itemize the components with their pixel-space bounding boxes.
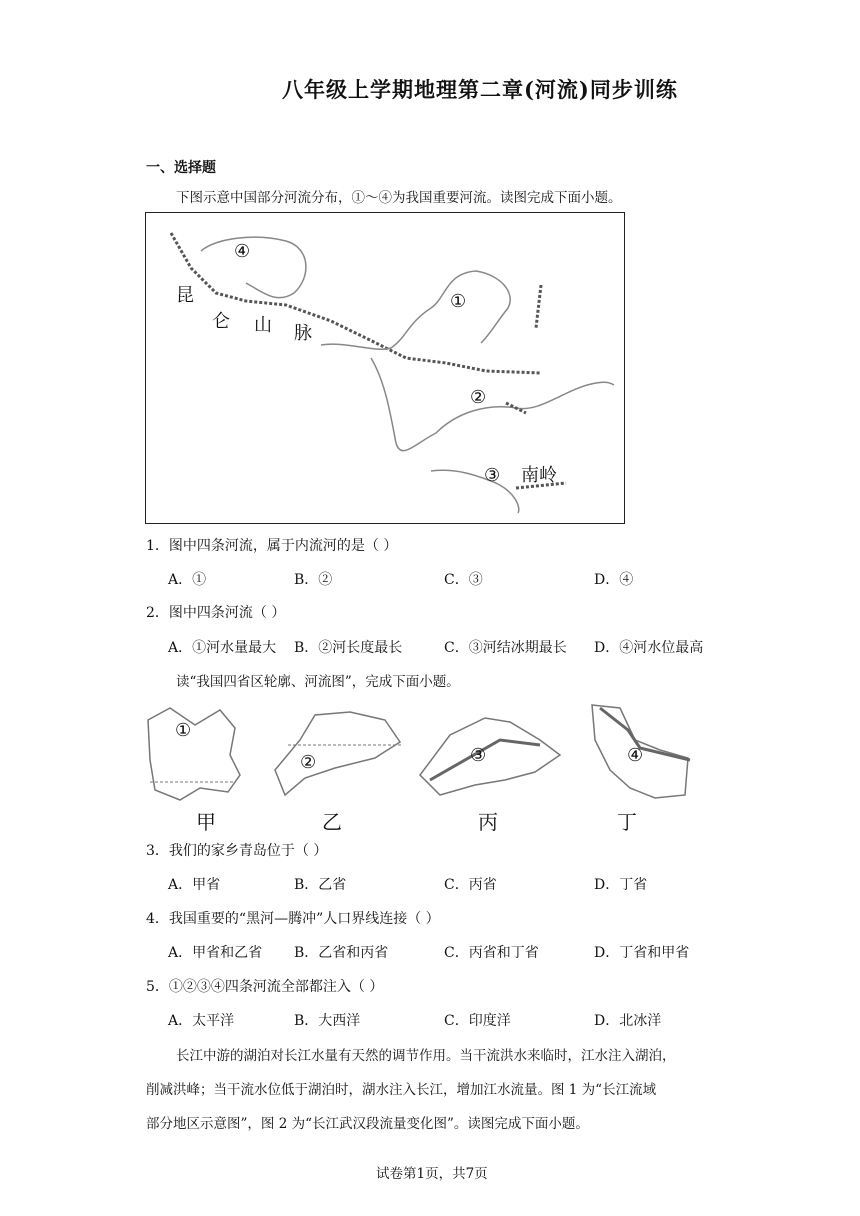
page-footer: 试卷第1页，共7页 xyxy=(376,1166,488,1182)
question-3-stem: 3．我们的家乡青岛位于（ ） xyxy=(146,843,328,859)
kunlun-mountain-range xyxy=(171,233,541,373)
intro-paragraph-2: 读“我国四省区轮廓、河流图”，完成下面小题。 xyxy=(176,674,460,690)
province-ding-river xyxy=(600,708,690,760)
label-lun: 仑 xyxy=(212,311,230,332)
china-rivers-map xyxy=(145,212,625,524)
q2-option-c[interactable]: C．③河结冰期最长 xyxy=(444,640,567,656)
label-river-2: ② xyxy=(470,387,487,408)
question-2-stem: 2．图中四条河流（ ） xyxy=(146,605,286,621)
label-nanling: 南岭 xyxy=(521,465,557,486)
river-3-line xyxy=(431,470,519,513)
label-shan: 山 xyxy=(254,315,272,336)
question-4-stem: 4．我国重要的“黑河—腾冲”人口界线连接（ ） xyxy=(146,911,440,927)
taihang-mountains xyxy=(536,285,541,328)
q4-option-d[interactable]: D．丁省和甲省 xyxy=(594,945,690,961)
question-1-stem: 1．图中四条河流，属于内流河的是（ ） xyxy=(146,538,398,554)
q5-option-d[interactable]: D．北冰洋 xyxy=(594,1013,662,1029)
q5-option-b[interactable]: B．大西洋 xyxy=(294,1013,361,1029)
province-ding-number: ④ xyxy=(627,745,644,766)
q5-option-a[interactable]: A．太平洋 xyxy=(168,1013,235,1029)
page-title: 八年级上学期地理第二章(河流)同步训练 xyxy=(282,77,678,102)
q3-option-c[interactable]: C．丙省 xyxy=(444,877,497,893)
q1-option-d[interactable]: D．④ xyxy=(594,572,634,588)
q4-option-a[interactable]: A．甲省和乙省 xyxy=(168,945,263,961)
q2-option-b[interactable]: B．②河长度最长 xyxy=(294,640,403,656)
q3-option-b[interactable]: B．乙省 xyxy=(294,877,347,893)
river-1-line xyxy=(321,271,510,349)
label-mai: 脉 xyxy=(294,323,312,344)
label-river-1: ① xyxy=(450,291,467,312)
q3-option-a[interactable]: A．甲省 xyxy=(168,877,221,893)
q4-option-c[interactable]: C．丙省和丁省 xyxy=(444,945,539,961)
label-river-4: ④ xyxy=(234,241,251,262)
province-yi-name: 乙 xyxy=(322,810,342,834)
label-river-3: ③ xyxy=(484,465,501,486)
province-bing-name: 丙 xyxy=(478,810,498,834)
q4-option-b[interactable]: B．乙省和丙省 xyxy=(294,945,389,961)
intro-paragraph-1: 下图示意中国部分河流分布，①～④为我国重要河流。读图完成下面小题。 xyxy=(176,190,622,206)
q2-option-a[interactable]: A．①河水量最大 xyxy=(168,640,277,656)
q1-option-b[interactable]: B．② xyxy=(294,572,333,588)
intro-paragraph-3-line-3: 部分地区示意图”，图 2 为“长江武汉段流量变化图”。读图完成下面小题。 xyxy=(146,1116,589,1132)
q1-option-a[interactable]: A．① xyxy=(168,572,207,588)
province-jia-number: ① xyxy=(175,720,192,741)
province-jia-name: 甲 xyxy=(196,810,216,834)
q1-option-c[interactable]: C．③ xyxy=(444,572,483,588)
province-jia-outline xyxy=(148,708,240,800)
section-heading: 一、选择题 xyxy=(146,160,216,176)
river-4-line xyxy=(201,237,306,298)
question-5-stem: 5．①②③④四条河流全部都注入（ ） xyxy=(146,979,384,995)
q5-option-c[interactable]: C．印度洋 xyxy=(444,1013,511,1029)
q3-option-d[interactable]: D．丁省 xyxy=(594,877,648,893)
province-bing-number: ③ xyxy=(470,745,487,766)
q2-option-d[interactable]: D．④河水位最高 xyxy=(594,640,704,656)
province-ding-name: 丁 xyxy=(617,810,637,834)
label-kun: 昆 xyxy=(176,285,194,306)
intro-paragraph-3-line-1: 长江中游的湖泊对长江水量有天然的调节作用。当干流洪水来临时，江水注入湖泊， xyxy=(176,1048,676,1064)
province-yi-number: ② xyxy=(300,752,317,773)
intro-paragraph-3-line-2: 削减洪峰；当干流水位低于湖泊时，湖水注入长江，增加江水流量。图 1 为“长江流域 xyxy=(146,1082,657,1098)
province-yi-outline xyxy=(275,712,400,795)
province-outlines xyxy=(140,700,710,810)
province-bing-outline xyxy=(420,718,560,795)
